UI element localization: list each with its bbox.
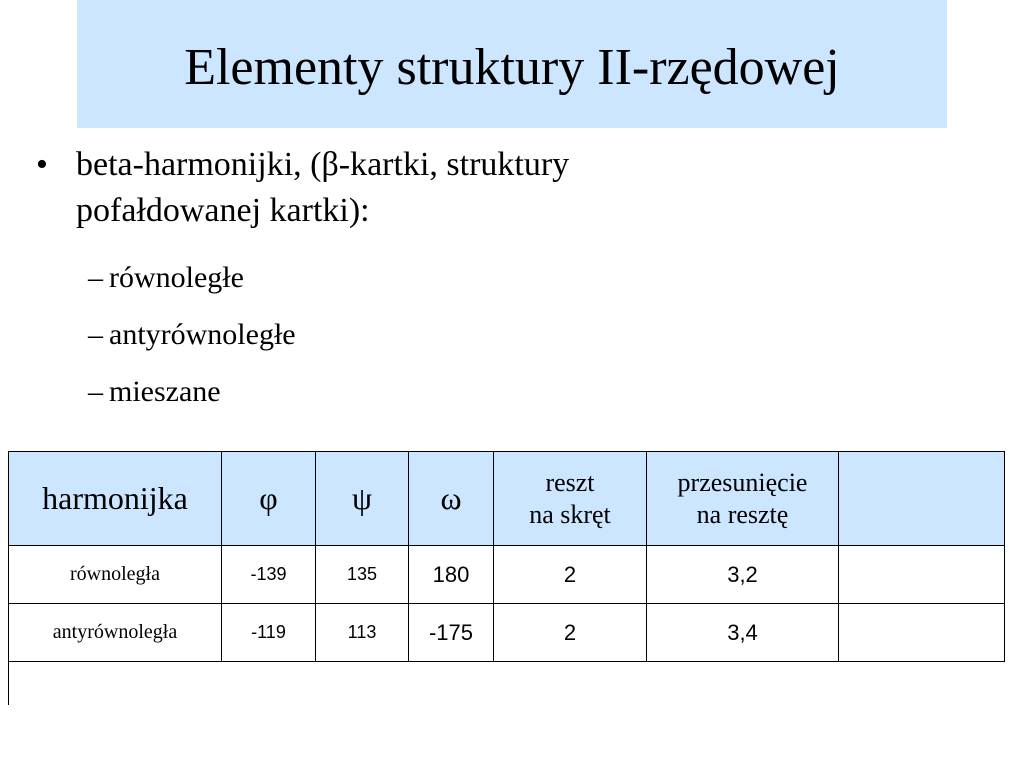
- header-rise-line1: przesunięcie: [677, 467, 808, 497]
- bullet-marker: •: [36, 146, 48, 183]
- cell-rise: 3,2: [647, 546, 839, 604]
- cell-psi: 135: [316, 546, 409, 604]
- header-residues-per-turn: [494, 452, 647, 546]
- header-rise-line2: na resztę: [696, 499, 789, 529]
- cell-phi: -139: [222, 546, 316, 604]
- header-phi: φ: [222, 452, 316, 546]
- subitem-label: mieszane: [109, 375, 221, 408]
- header-rise-per-residue: [647, 452, 839, 546]
- header-psi: ψ: [316, 452, 409, 546]
- subitem-antiparallel: [88, 317, 296, 353]
- cell-residues: 2: [494, 604, 647, 662]
- table-row: [9, 546, 1005, 604]
- slide-title: Elementy struktury II-rzędowej: [184, 38, 840, 96]
- table-border-stub: [8, 660, 9, 705]
- cell-empty: [839, 546, 1005, 604]
- header-residues-line2: na skręt: [529, 499, 611, 529]
- cell-rise: 3,4: [647, 604, 839, 662]
- beta-sheet-table: [8, 451, 1005, 662]
- bullet-item-beta-sheets: [36, 142, 756, 234]
- cell-residues: 2: [494, 546, 647, 604]
- dash-marker: –: [88, 261, 103, 294]
- bullet-text: beta-harmonijki, (β-kartki, struktury pofałdowanej kartki):: [76, 146, 570, 229]
- dash-marker: –: [88, 375, 103, 408]
- table-row: [9, 604, 1005, 662]
- header-harmonijka: harmonijka: [9, 452, 222, 546]
- header-residues-line1: reszt: [545, 467, 595, 497]
- cell-empty: [839, 604, 1005, 662]
- beta-sheet-table-wrapper: [8, 451, 1005, 662]
- subitem-label: równoległe: [109, 261, 244, 294]
- table-header-row: [9, 452, 1005, 546]
- header-omega: ω: [409, 452, 494, 546]
- subitem-label: antyrównoległe: [109, 318, 296, 351]
- header-empty: [839, 452, 1005, 546]
- dash-marker: –: [88, 318, 103, 351]
- subitem-parallel: [88, 260, 244, 296]
- subitem-mixed: [88, 374, 221, 410]
- cell-name: równoległa: [9, 546, 222, 604]
- cell-psi: 113: [316, 604, 409, 662]
- cell-phi: -119: [222, 604, 316, 662]
- cell-name: antyrównoległa: [9, 604, 222, 662]
- cell-omega: -175: [409, 604, 494, 662]
- cell-omega: 180: [409, 546, 494, 604]
